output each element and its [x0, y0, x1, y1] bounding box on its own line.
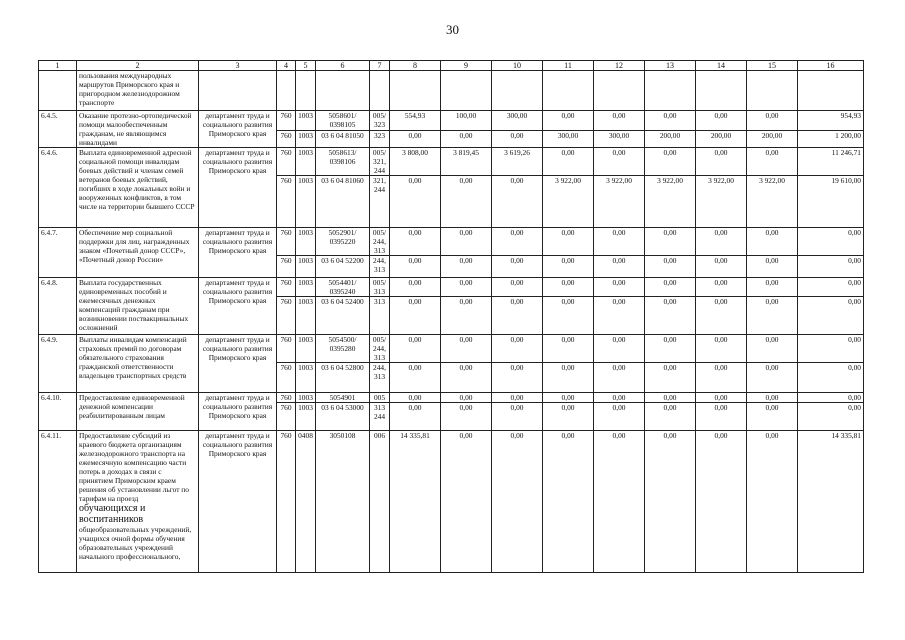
cell: 0,00	[747, 393, 798, 403]
row-name: Оказание протезно-ортопедической помощи малообеспеченным гражданам, не являющимся инвалидами	[77, 111, 199, 148]
cell: 200,00	[645, 131, 696, 148]
row-dept: департамент труда и социального развития Приморского края	[199, 148, 277, 228]
cell: 0,00	[645, 393, 696, 403]
cell: 3 922,00	[747, 176, 798, 228]
col-header: 9	[441, 61, 492, 71]
cell: 0408	[296, 431, 316, 573]
cell: 0,00	[594, 256, 645, 278]
cell: 0,00	[390, 256, 441, 278]
cell: 0,00	[798, 403, 864, 431]
table-row	[39, 335, 864, 363]
cell: 0,00	[543, 278, 594, 297]
cell: 1003	[296, 228, 316, 256]
cell: 760	[277, 176, 296, 228]
page-number: 30	[446, 22, 459, 37]
cell: 321, 244	[370, 176, 390, 228]
cell: 0,00	[543, 403, 594, 431]
cell: 0,00	[543, 431, 594, 573]
cell: 3 922,00	[543, 176, 594, 228]
budget-table	[38, 60, 864, 573]
row-name-part: обучающихся и воспитанников	[79, 503, 146, 525]
table-row	[39, 393, 864, 403]
row-number: 6.4.10.	[39, 393, 77, 431]
cell: 3 808,00	[390, 148, 441, 176]
row-number: 6.4.11.	[39, 431, 77, 573]
cell: 0,00	[390, 363, 441, 393]
cell: 03 6 04 52800	[316, 363, 370, 393]
cell: 0,00	[798, 228, 864, 256]
row-dept: департамент труда и социального развития Приморского края	[199, 228, 277, 278]
cell: 0,00	[747, 278, 798, 297]
cell: 0,00	[441, 403, 492, 431]
cell: 0,00	[747, 297, 798, 335]
cell: 0,00	[492, 278, 543, 297]
table-row	[39, 228, 864, 256]
col-header: 14	[696, 61, 747, 71]
cell: 760	[277, 403, 296, 431]
cell: 0,00	[645, 228, 696, 256]
cell: 0,00	[696, 228, 747, 256]
cell: 1 200,00	[798, 131, 864, 148]
cell: 14 335,81	[390, 431, 441, 573]
cell: 0,00	[798, 278, 864, 297]
row-name: Выплаты инвалидам компенсаций страховых премий по договорам обязательного страхования гражданской ответственности владельцев транспортных средств	[77, 335, 199, 393]
cell: 005/ 321, 244	[370, 148, 390, 176]
cell: 0,00	[441, 278, 492, 297]
col-header: 16	[798, 61, 864, 71]
cell: 0,00	[594, 431, 645, 573]
col-header: 11	[543, 61, 594, 71]
row-name: Предоставление единовременной денежной компенсации реабилитированным лицам	[77, 393, 199, 431]
cell: 0,00	[594, 111, 645, 131]
cell: 0,00	[645, 256, 696, 278]
row-name: Выплата единовременной адресной социальной помощи инвалидам боевых действий и членам семей ветеранов боевых действий, погибших в ходе локальных войн и вооруженных конфликтов, в том числе на территории бывшего СССР	[77, 148, 199, 228]
cell: 760	[277, 431, 296, 573]
cell: 0,00	[696, 297, 747, 335]
cell: 0,00	[696, 278, 747, 297]
cell: 005/ 313	[370, 278, 390, 297]
cell: 0,00	[594, 393, 645, 403]
cell: 0,00	[441, 228, 492, 256]
cell: 0,00	[390, 228, 441, 256]
cell: 1003	[296, 148, 316, 176]
col-header: 2	[77, 61, 199, 71]
table-row	[39, 278, 864, 297]
cell: 0,00	[390, 393, 441, 403]
cell: 244, 313	[370, 363, 390, 393]
cell: 0,00	[747, 335, 798, 363]
row-name: Обеспечение мер социальной поддержки для лиц, награжденных знаком «Почетный донор СССР», «Почетный донор России»	[77, 228, 199, 278]
cell: 760	[277, 335, 296, 363]
cell: 244, 313	[370, 256, 390, 278]
cell: 313 244	[370, 403, 390, 431]
cell: 313	[370, 297, 390, 335]
cell: 0,00	[798, 256, 864, 278]
cell: 0,00	[543, 256, 594, 278]
cell: 0,00	[594, 403, 645, 431]
cell: 200,00	[747, 131, 798, 148]
cell: 0,00	[645, 148, 696, 176]
col-header: 4	[277, 61, 296, 71]
cell: 19 610,00	[798, 176, 864, 228]
cell: 0,00	[747, 363, 798, 393]
cell: 0,00	[747, 403, 798, 431]
cell: 760	[277, 278, 296, 297]
cell: 0,00	[645, 278, 696, 297]
cell: 5054500/ 0395280	[316, 335, 370, 363]
cell: 300,00	[492, 111, 543, 131]
cell: 0,00	[492, 228, 543, 256]
cell: 1003	[296, 363, 316, 393]
cell: 0,00	[543, 148, 594, 176]
cell: 005	[370, 393, 390, 403]
cell: 1003	[296, 176, 316, 228]
row-dept: департамент труда и социального развития Приморского края	[199, 278, 277, 335]
cell: 0,00	[390, 403, 441, 431]
cell: 0,00	[645, 297, 696, 335]
cell: 0,00	[696, 111, 747, 131]
cell: 0,00	[798, 335, 864, 363]
cell: 0,00	[492, 256, 543, 278]
cell: 005/ 323	[370, 111, 390, 131]
cell: 0,00	[696, 335, 747, 363]
cell: 760	[277, 148, 296, 176]
cell: 1003	[296, 278, 316, 297]
cell: 760	[277, 111, 296, 131]
row-number: 6.4.7.	[39, 228, 77, 278]
cell: 3 922,00	[594, 176, 645, 228]
cell: 0,00	[390, 131, 441, 148]
cell: 0,00	[594, 335, 645, 363]
cell: 14 335,81	[798, 431, 864, 573]
cell: 0,00	[543, 297, 594, 335]
cell: 0,00	[492, 363, 543, 393]
row-number: 6.4.8.	[39, 278, 77, 335]
cell: 1003	[296, 335, 316, 363]
cell: 0,00	[645, 403, 696, 431]
cell: 03 6 04 81050	[316, 131, 370, 148]
cell: 0,00	[594, 278, 645, 297]
cell: 0,00	[594, 363, 645, 393]
table-row	[39, 148, 864, 176]
cell: 0,00	[492, 393, 543, 403]
cell: 0,00	[645, 431, 696, 573]
col-header: 3	[199, 61, 277, 71]
cell: 0,00	[441, 256, 492, 278]
col-header: 6	[316, 61, 370, 71]
header-row	[39, 61, 864, 71]
row-name-part: Предоставление субсидий из краевого бюджета организациям железнодорожного транспорта на ежемесячную компенсацию части потерь в доходах в связи с принятием Приморским краем решения об установлении льгот по тарифам на проезд	[79, 431, 189, 503]
row-number: 6.4.9.	[39, 335, 77, 393]
cell: 0,00	[747, 256, 798, 278]
cell: 0,00	[390, 335, 441, 363]
cell: 0,00	[696, 403, 747, 431]
cell: 1003	[296, 131, 316, 148]
cell: 0,00	[798, 363, 864, 393]
cell: 0,00	[543, 363, 594, 393]
cell: 0,00	[798, 393, 864, 403]
col-header: 15	[747, 61, 798, 71]
cell: 5054901	[316, 393, 370, 403]
cell: 0,00	[441, 393, 492, 403]
col-header: 5	[296, 61, 316, 71]
cell: 0,00	[543, 111, 594, 131]
row-dept: департамент труда и социального развития Приморского края	[199, 111, 277, 148]
cell: 3050108	[316, 431, 370, 573]
cell: 0,00	[492, 335, 543, 363]
cell: 760	[277, 393, 296, 403]
col-header: 10	[492, 61, 543, 71]
cell: 0,00	[747, 228, 798, 256]
cell: 554,93	[390, 111, 441, 131]
cell: 0,00	[645, 363, 696, 393]
cell: 0,00	[696, 363, 747, 393]
cell: 0,00	[543, 228, 594, 256]
cell: 0,00	[594, 297, 645, 335]
cell: 0,00	[390, 278, 441, 297]
col-header: 8	[390, 61, 441, 71]
row-name: Выплата государственных единовременных пособий и ежемесячных денежных компенсаций гражданам при возникновении поствакцинальных осложнений	[77, 278, 199, 335]
cell: 5054401/ 0395240	[316, 278, 370, 297]
cell: 03 6 04 52200	[316, 256, 370, 278]
cell: 0,00	[696, 148, 747, 176]
cell: 3 922,00	[696, 176, 747, 228]
cell: 03 6 04 52400	[316, 297, 370, 335]
col-header: 13	[645, 61, 696, 71]
col-header: 12	[594, 61, 645, 71]
cell: 0,00	[543, 335, 594, 363]
cell: 0,00	[747, 431, 798, 573]
cell: 0,00	[747, 111, 798, 131]
cell: 100,00	[441, 111, 492, 131]
row-name-part: общеобразовательных учреждений, учащихся очной формы обучения образовательных учреждений начального профессионального,	[79, 525, 192, 561]
row-number: 6.4.5.	[39, 111, 77, 148]
cell: 760	[277, 363, 296, 393]
cell: 0,00	[594, 148, 645, 176]
cell: 11 246,71	[798, 148, 864, 176]
col-header: 7	[370, 61, 390, 71]
table-row	[39, 111, 864, 131]
cell: 1003	[296, 297, 316, 335]
cell: 0,00	[543, 393, 594, 403]
cell: 3 819,45	[441, 148, 492, 176]
row-dept: департамент труда и социального развития Приморского края	[199, 335, 277, 393]
cell: 005/ 244, 313	[370, 228, 390, 256]
cell: 300,00	[543, 131, 594, 148]
cell: 0,00	[747, 148, 798, 176]
cell: 0,00	[492, 131, 543, 148]
cell: 0,00	[645, 111, 696, 131]
cell: 0,00	[441, 431, 492, 573]
cell: 1003	[296, 111, 316, 131]
cell: 0,00	[390, 297, 441, 335]
cell: 0,00	[645, 335, 696, 363]
cell: 0,00	[696, 393, 747, 403]
cell: 0,00	[492, 403, 543, 431]
cell: 760	[277, 228, 296, 256]
cell: 0,00	[441, 363, 492, 393]
cell: 0,00	[390, 176, 441, 228]
col-header: 1	[39, 61, 77, 71]
cell: 1003	[296, 403, 316, 431]
cell: 0,00	[441, 131, 492, 148]
cell: 760	[277, 256, 296, 278]
cell: 3 619,26	[492, 148, 543, 176]
row-name: пользования международных маршрутов Приморского края и пригородном железнодорожном транспорте	[77, 71, 199, 111]
cell: 200,00	[696, 131, 747, 148]
cell: 006	[370, 431, 390, 573]
cell: 760	[277, 297, 296, 335]
cell: 0,00	[594, 228, 645, 256]
cell: 0,00	[492, 297, 543, 335]
row-name	[77, 431, 199, 573]
cell: 0,00	[696, 256, 747, 278]
cell: 0,00	[798, 297, 864, 335]
cell: 300,00	[594, 131, 645, 148]
cell: 5052901/ 0395220	[316, 228, 370, 256]
cell: 5058601/ 0398105	[316, 111, 370, 131]
cell: 1003	[296, 393, 316, 403]
cell: 0,00	[492, 176, 543, 228]
cell: 5058613/ 0398106	[316, 148, 370, 176]
cell: 0,00	[441, 176, 492, 228]
cell: 0,00	[492, 431, 543, 573]
table-row	[39, 71, 864, 111]
cell: 1003	[296, 256, 316, 278]
table-row	[39, 431, 864, 573]
cell: 005/ 244, 313	[370, 335, 390, 363]
cell: 323	[370, 131, 390, 148]
row-dept: департамент труда и социального развития Приморского края	[199, 431, 277, 573]
row-number: 6.4.6.	[39, 148, 77, 228]
cell: 03 6 04 81060	[316, 176, 370, 228]
cell: 954,93	[798, 111, 864, 131]
row-dept: департамент труда и социального развития Приморского края	[199, 393, 277, 431]
cell: 3 922,00	[645, 176, 696, 228]
cell: 0,00	[441, 335, 492, 363]
cell: 03 6 04 53000	[316, 403, 370, 431]
cell: 0,00	[696, 431, 747, 573]
cell: 760	[277, 131, 296, 148]
cell: 0,00	[441, 297, 492, 335]
